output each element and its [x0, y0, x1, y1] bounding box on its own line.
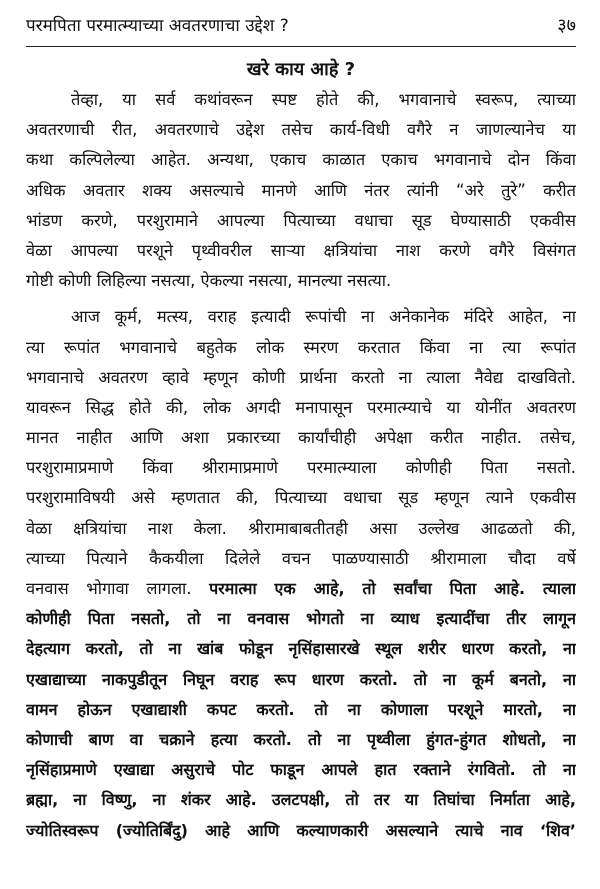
text-line: मानत नाहीत आणि अशा प्रकारच्या कार्यांचीही अपेक्षा करीत नाहीत. तसेच,: [26, 428, 576, 448]
text-line: भांडण करणे, परशुरामाने आपल्या पित्याच्या वधाचा सूड घेण्यासाठी एकवीस: [26, 210, 576, 230]
bold-text-line: ज्योतिस्वरूप (ज्योतिर्बिंदु) आहे आणि कल्याणकारी असल्याने त्याचे नाव ‘शिव’: [26, 820, 576, 840]
bold-text-line: एखाद्याच्या नाकपुडीतून निघून वराह रूप धारण करतो. तो ना कूर्म बनतो, ना: [26, 669, 576, 689]
bold-text-line: नृसिंहाप्रमाणे एखाद्या असुराचे पोट फाडून आपले हात रक्ताने रंगवितो. तो ना: [26, 760, 576, 780]
bold-text-run: परमात्मा एक आहे, तो सर्वांचा पिता आहे. त्याला: [209, 579, 576, 598]
text-line: अधिक अवतार शक्य असल्याचे मानणे आणि नंतर त्यांनी “अरे तुरे” करीत: [26, 180, 576, 200]
text-line: परशुरामाविषयी असे म्हणतात की, पित्याच्या वधाचा सूड म्हणून त्याने एकवीस: [26, 488, 576, 508]
bold-text-line: कोणाची बाण वा चक्राने हत्या करतो. तो ना पृथ्वीला हुंगत-हुंगत शोधतो, ना: [26, 729, 576, 749]
text-line: भगवानाचे अवतरण व्हावे म्हणून कोणी प्रार्थना करतो ना त्याला नैवेद्य दाखवितो.: [26, 367, 576, 387]
text-line: गोष्टी कोणी लिहिल्या नसत्या, ऐकल्या नसत्या, मानल्या नसत्या.: [26, 271, 392, 291]
chapter-title: परमपिता परमात्म्याच्या अवतरणाचा उद्देश ?: [26, 16, 289, 36]
section-title: खरे काय आहे ?: [246, 59, 356, 80]
text-line: परशुरामाप्रमाणे किंवा श्रीरामाप्रमाणे परमात्म्याला कोणीही पिता नसतो.: [26, 458, 576, 478]
mixed-text-line: [26, 574, 576, 604]
text-line: अवतरणाची रीत, अवतरणाचे उद्देश तसेच कार्य-विधी वगैरे न जाणल्यानेच या: [26, 120, 576, 140]
paragraph-2: [26, 302, 576, 845]
text-line: वेळा क्षत्रियांचा नाश केला. श्रीरामाबाबतीतही असा उल्लेख आढळतो की,: [26, 518, 576, 538]
text-line: त्या रूपांत भगवानाचे बहुतेक लोक स्मरण करतात किंवा ना त्या रूपांत: [26, 337, 576, 357]
bold-text-line: वामन होऊन एखाद्याशी कपट करतो. तो ना कोणाला परशूने मारतो, ना: [26, 699, 576, 719]
text-line: आज कूर्म, मत्स्य, वराह इत्यादी रूपांची ना अनेकानेक मंदिरे आहेत, ना: [71, 307, 576, 327]
paragraph-1: [26, 85, 576, 296]
running-header: [26, 14, 576, 47]
page-number: ३७: [557, 15, 576, 36]
text-line: यावरून सिद्ध होते की, लोक अगदी मनापासून परमात्म्याचे या योनींत अवतरण: [26, 397, 576, 417]
normal-text-run: वनवास भोगावा लागला.: [26, 579, 192, 598]
bold-text-line: देहत्याग करतो, तो ना खांब फोडून नृसिंहासारखे स्थूल शरीर धारण करतो, ना: [26, 639, 576, 659]
text-line: कथा कल्पिलेल्या आहेत. अन्यथा, एकाच काळात एकाच भगवानाचे दोन किंवा: [26, 150, 576, 170]
text-line: त्याच्या पित्याने कैकयीला दिलेले वचन पाळण्यासाठी श्रीरामाला चौदा वर्षे: [26, 548, 576, 568]
text-line: वेळा आपल्या परशूने पृथ्वीवरील साऱ्या क्षत्रियांचा नाश करणे वगैरे विसंगत: [26, 240, 576, 260]
text-line: तेव्हा, या सर्व कथांवरून स्पष्ट होते की, भगवानाचे स्वरूप, त्याच्या: [71, 90, 576, 109]
bold-text-line: कोणीही पिता नसतो, तो ना वनवास भोगतो ना व्याध इत्यादींचा तीर लागून: [26, 609, 576, 629]
bold-text-line: ब्रह्मा, ना विष्णु, ना शंकर आहे. उलटपक्षी, तो तर या तिघांचा निर्माता आहे,: [26, 790, 576, 810]
